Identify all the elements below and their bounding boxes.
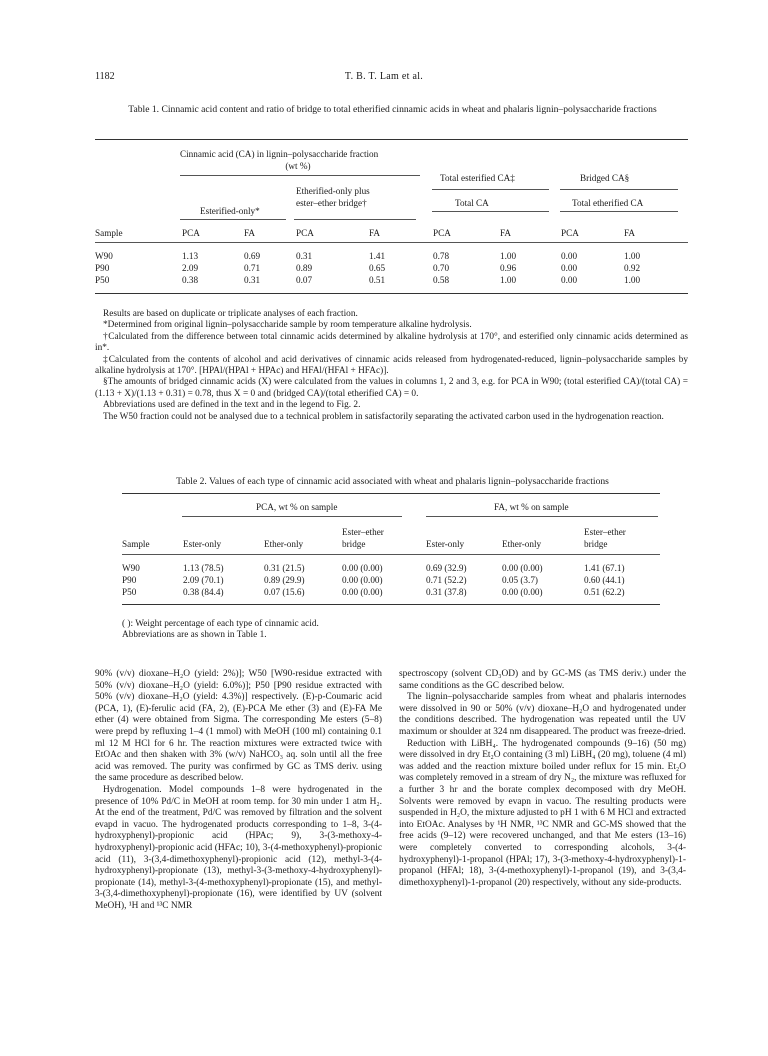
col-bridge-l1: Ester–ether [584, 527, 626, 537]
table-cell: 0.00 [561, 275, 578, 285]
table2-caption: Table 2. Values of each type of cinnamic acid associated with wheat and phalaris lignin–polysaccharide fractions [176, 476, 609, 487]
col-bridge-l2: bridge [342, 539, 366, 549]
etherified-header-l2: ester–ether bridge† [296, 198, 367, 208]
paragraph: Hydrogenation. Model compounds 1–8 were hydrogenated in the presence of 10% Pd/C in MeOH at room temp. for 30 min under 1 atm H₂. At the end of the treatment, Pd/C was removed by filtration and the solvent evapd in vacuo. The hydrogenated products corresponding to 1–8, 3-(4-hydroxyphenyl)-propionic acid (HPAc; 9), 3-(3-methoxy-4-hydroxyphenyl)-propionic acid (HFAc; 10), 3-(4-methoxyphenyl)-propionic acid (11), 3-(3,4-dimethoxyphenyl)-propionic acid (12), methyl-3-(4-hydroxyphenyl)-propionate (13), methyl-3-(3-methoxy-4-hydroxyphenyl)-propionate (14), methyl-3-(4-methoxyphenyl)-propionate (15), and methyl-3-(3,4-dimethoxyphenyl)-propionate (16), were identified by UV (solvent MeOH), ¹H and ¹³C NMR [95, 784, 382, 911]
table-cell: 0.00 (0.00) [502, 587, 543, 597]
total-ca-header: Total CA [455, 198, 489, 208]
col-sample: Sample [95, 228, 123, 238]
table-cell: 1.13 [182, 251, 199, 261]
table-cell: 0.07 (15.6) [264, 587, 305, 597]
table-cell: 0.65 [369, 263, 386, 273]
table-cell: 0.31 [296, 251, 313, 261]
table-row: P50 [122, 587, 137, 597]
table-cell: 0.31 (21.5) [264, 563, 305, 573]
table2-header-rule [122, 554, 660, 555]
total-etherified-header: Total etherified CA [572, 198, 644, 208]
note: Results are based on duplicate or triplicate analyses of each fraction. [103, 309, 358, 319]
table2-notes [122, 619, 522, 642]
table-cell: 0.51 [369, 275, 386, 285]
table-cell: 0.00 [561, 251, 578, 261]
table-cell: 0.38 [182, 275, 199, 285]
bridged-rule [560, 189, 678, 190]
table2-bottom-rule [122, 604, 660, 605]
col-ether-only: Ether-only [264, 539, 304, 549]
table-cell: 2.09 (70.1) [183, 575, 224, 585]
table-cell: 1.13 (78.5) [183, 563, 224, 573]
table1-top-rule [95, 139, 688, 140]
table-row: W90 [95, 251, 113, 261]
fa-header: FA, wt % on sample [494, 502, 569, 512]
pca-header: PCA, wt % on sample [256, 502, 338, 512]
table1-notes [95, 309, 688, 423]
table-cell: 1.00 [624, 275, 641, 285]
col-fa-1: FA [244, 228, 256, 238]
table-cell: 2.09 [182, 263, 199, 273]
etherified-header-l1: Etherified-only plus [296, 186, 370, 196]
table1-header-rule [95, 242, 688, 243]
note: ‡Calculated from the contents of alcohol and acid derivatives of cinnamic acids released from hydrogenated-reduced, lignin–polysaccharide samples by alkaline hydrolysis at 170°. [HPAl/(HPAl + HPAc) and HFAl/(HFAl + HFAc)]. [95, 354, 688, 377]
total-ca-rule [432, 211, 549, 212]
col-fa-4: FA [624, 228, 636, 238]
table-cell: 0.89 [296, 263, 313, 273]
table-row: P90 [122, 575, 137, 585]
table-cell: 0.69 [244, 251, 261, 261]
table-row: P90 [95, 263, 110, 273]
table1-caption: Table 1. Cinnamic acid content and ratio of bridge to total etherified cinnamic acids in wheat and phalaris lignin–polysaccharide fractions [128, 104, 657, 115]
total-esterified-header: Total esterified CA‡ [440, 173, 515, 183]
col-pca-3: PCA [433, 228, 451, 238]
paragraph: The lignin–polysaccharide samples from wheat and phalaris internodes were dissolved in 90 or 50% (v/v) dioxane–H₂O and hydrogenated under the conditions described. The hydrogenation was repeated until the UV maximum or shoulder at 324 nm disappeared. The product was freeze-dried. [399, 692, 686, 737]
col-ether-only: Ether-only [502, 539, 542, 549]
table-cell: 0.05 (3.7) [502, 575, 538, 585]
note: *Determined from original lignin–polysaccharide sample by room temperature alkaline hydrolysis. [103, 320, 472, 331]
total-esterified-rule [432, 189, 549, 190]
table-cell: 0.00 (0.00) [342, 587, 383, 597]
table-cell: 0.78 [433, 251, 450, 261]
col-pca-4: PCA [561, 228, 579, 238]
table-cell: 0.60 (44.1) [584, 575, 625, 585]
col-fa-3: FA [500, 228, 512, 238]
table-cell: 1.41 (67.1) [584, 563, 625, 573]
group-rule [180, 175, 420, 176]
table-row: P50 [95, 275, 110, 285]
table-cell: 0.31 (37.8) [426, 587, 467, 597]
fa-rule [426, 516, 658, 517]
table-cell: 0.00 (0.00) [502, 563, 543, 573]
table-cell: 1.41 [369, 251, 386, 261]
paragraph: Reduction with LiBH₄. The hydrogenated compounds (9–16) (50 mg) were dissolved in dry Et₂O containing (3 ml) LiBH₄ (20 mg), toluene (4 ml) was added and the reaction mixture boiled under reflux for 15 min. Et₂O was completely removed in a stream of dry N₂, the mixture was refluxed for a further 3 hr and the borate complex decomposed with dry MeOH. Solvents were removed by evapn in vacuo. The resulting products were suspended in H₂O, the mixture adjusted to pH 1 with 6 M HCl and extracted into EtOAc. Analyses by ¹H NMR, ¹³C NMR and GC-MS showed that the free acids (9–12) were recovered unchanged, and that Me esters (13–16) were completely converted to corresponding alcohols, 3-(4-hydroxyphenyl)-1-propanol (HPAl; 17), 3-(3-methoxy-4-hydroxyphenyl)-1-propanol (HFAl; 18), 3-(4-methoxyphenyl)-1-propanol (19), and 3-(3,4-dimethoxyphenyl)-1-propanol (20) respectively, without any side-products. [399, 738, 686, 888]
col-sample: Sample [122, 539, 150, 549]
pca-rule [182, 516, 402, 517]
table-cell: 0.70 [433, 263, 450, 273]
table-cell: 0.07 [296, 275, 313, 285]
table-cell: 0.69 (32.9) [426, 563, 467, 573]
col-bridge-l2: bridge [584, 539, 608, 549]
page-number: 1182 [95, 71, 115, 82]
col-ester-only: Ester-only [183, 539, 222, 549]
note: Abbreviations are as shown in Table 1. [122, 630, 267, 641]
table1-bottom-rule [95, 293, 688, 294]
bridged-header: Bridged CA§ [580, 173, 630, 183]
table-cell: 0.00 (0.00) [342, 575, 383, 585]
note: ( ): Weight percentage of each type of cinnamic acid. [122, 619, 319, 629]
col-fa-2: FA [369, 228, 381, 238]
table-cell: 0.00 (0.00) [342, 563, 383, 573]
col-pca-1: PCA [182, 228, 200, 238]
table2-top-rule [122, 493, 660, 494]
paragraph: 90% (v/v) dioxane–H₂O (yield: 2%)]; W50 [W90-residue extracted with 50% (v/v) dioxane–H₂O (yield: 6.0%)]; P50 [P90 residue extracted with 50% (v/v) dioxane–H₂O (yield: 4.3%)] respectively. (E)-p-Coumaric acid (PCA, 1), (E)-ferulic acid (FA, 2), (E)-PCA Me ether (3) and (E)-FA Me ether (4) were obtained from Sigma. The corresponding Me esters (5–8) were prepd by refluxing 1–4 (1 mmol) with MeOH (100 ml) containing 0.1 ml 12 M HCl for 6 hr. The reaction mixtures were extracted twice with EtOAc and then shaken with 3% (w/v) NaHCO₃ aq. soln until all the free acid was removed. The purity was confirmed by GC as TMS deriv. using the same procedure as described below. [95, 669, 382, 784]
table-cell: 1.00 [500, 251, 517, 261]
table-cell: 0.51 (62.2) [584, 587, 625, 597]
col-pca-2: PCA [296, 228, 314, 238]
note: §The amounts of bridged cinnamic acids (X) were calculated from the values in columns 1, 2 and 3, e.g. for PCA in W90; (total esterified CA)/(total CA) = (1.13 + X)/(1.13 + 0.31) = 0.78, thus X = 0 and (bridged CA)/(total etherified CA) = 0. [95, 377, 688, 399]
col-bridge-l1: Ester–ether [342, 527, 384, 537]
table-cell: 0.38 (84.4) [183, 587, 224, 597]
table-cell: 0.58 [433, 275, 450, 285]
paragraph: spectroscopy (solvent CD₃OD) and by GC-MS (as TMS deriv.) under the same conditions as the GC described below. [399, 669, 686, 691]
note: Abbreviations used are defined in the text and in the legend to Fig. 2. [103, 400, 361, 411]
body-column-right [399, 669, 686, 889]
note: †Calculated from the difference between total cinnamic acids determined by alkaline hydrolysis at 170°, and esterified only cinnamic acids determined as in*. [95, 331, 688, 354]
table-cell: 1.00 [500, 275, 517, 285]
esterified-rule [180, 219, 286, 220]
table-row: W90 [122, 563, 140, 573]
table-cell: 0.92 [624, 263, 641, 273]
table-cell: 0.31 [244, 275, 261, 285]
table-cell: 0.89 (29.9) [264, 575, 305, 585]
note: The W50 fraction could not be analysed due to a technical problem in satisfactorily separating the activated carbon used in the hydrogenation reaction. [103, 411, 664, 422]
etherified-rule [294, 219, 416, 220]
table-cell: 0.00 [561, 263, 578, 273]
col-ester-only: Ester-only [426, 539, 465, 549]
group-unit: (wt %) [285, 161, 311, 171]
table-cell: 0.71 [244, 263, 261, 273]
table-cell: 1.00 [624, 251, 641, 261]
body-column-left [95, 669, 382, 912]
esterified-header: Esterified-only* [200, 206, 260, 216]
running-head: T. B. T. Lam et al. [344, 71, 424, 82]
table-cell: 0.71 (52.2) [426, 575, 467, 585]
table-cell: 0.96 [500, 263, 517, 273]
total-etherified-rule [560, 211, 678, 212]
group-header: Cinnamic acid (CA) in lignin–polysaccharide fraction [180, 149, 379, 159]
